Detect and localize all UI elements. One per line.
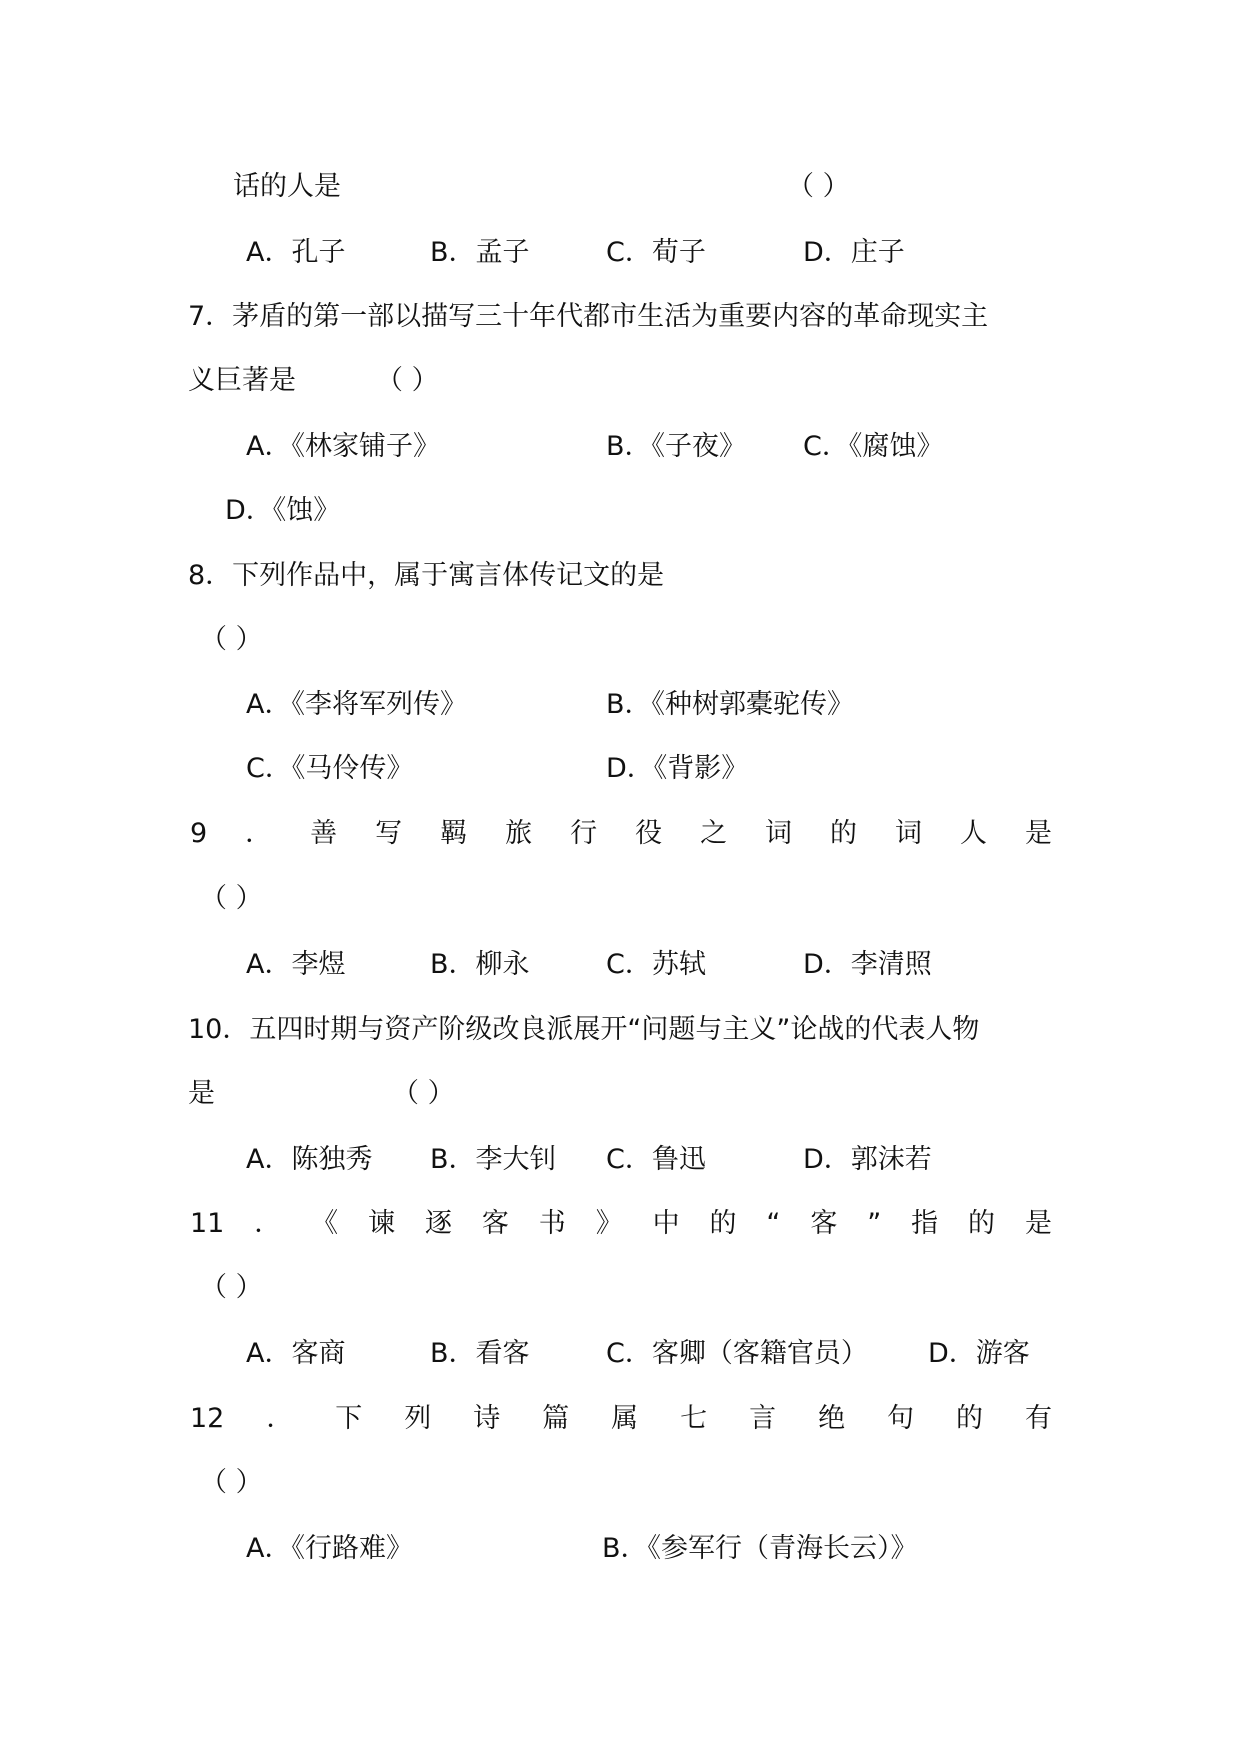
- q10-option-d: D．郭沫若: [803, 1144, 932, 1175]
- q9-stem-char: 人: [960, 818, 987, 849]
- q6-option-d: D．庄子: [803, 237, 905, 268]
- q11-stem-char: 》: [595, 1208, 623, 1239]
- q9-stem-char: 写: [375, 818, 403, 849]
- q10-stem-line2: 是: [188, 1078, 215, 1109]
- q7-option-b: B．《子夜》: [606, 431, 747, 462]
- q11-stem-char: 谏: [368, 1208, 396, 1239]
- q6-stem-continuation: 话的人是: [233, 171, 341, 202]
- q9-stem-char: 词: [765, 818, 793, 849]
- q12-stem: [190, 1405, 1052, 1432]
- q6-option-c: C．荀子: [606, 237, 706, 268]
- q6-option-b: B．孟子: [430, 237, 530, 268]
- q12-stem-char: 绝: [818, 1403, 846, 1434]
- q11-stem-char: 书: [538, 1208, 566, 1239]
- q9-option-d: D．李清照: [803, 949, 932, 980]
- q11-stem-char: 是: [1024, 1208, 1052, 1239]
- q12-stem-char: 下: [335, 1403, 363, 1434]
- q9-stem-char: 9: [190, 818, 208, 849]
- q8-stem: 8．下列作品中，属于寓言体传记文的是: [188, 560, 665, 591]
- q9-stem-char: 善: [310, 818, 338, 849]
- q9-stem-char: 的: [830, 818, 858, 849]
- q10-stem-line1: 10．五四时期与资产阶级改良派展开“问题与主义”论战的代表人物: [188, 1014, 980, 1045]
- q11-stem-char: 11: [190, 1208, 225, 1239]
- q8-option-c: C．《马伶传》: [246, 753, 414, 784]
- q7-stem-line1: 7．茅盾的第一部以描写三十年代都市生活为重要内容的革命现实主: [188, 301, 989, 332]
- q9-stem: [190, 820, 1052, 847]
- q12-stem-char: 有: [1024, 1403, 1052, 1434]
- q9-option-a: A．李煜: [246, 949, 346, 980]
- q9-stem-char: 词: [895, 818, 923, 849]
- q12-stem-char: 言: [749, 1403, 777, 1434]
- q10-option-c: C．鲁迅: [606, 1144, 706, 1175]
- q11-stem-char: 客: [810, 1208, 838, 1239]
- q9-stem-char: 羁: [440, 818, 468, 849]
- q10-option-a: A．陈独秀: [246, 1144, 373, 1175]
- q12-stem-char: 属: [611, 1403, 639, 1434]
- q9-stem-char: 之: [700, 818, 728, 849]
- q12-answer-paren: （ ）: [200, 1467, 263, 1498]
- q12-option-a: A．《行路难》: [246, 1533, 413, 1564]
- q11-stem-char: “: [766, 1208, 781, 1239]
- q12-option-b: B．《参军行（青海长云）》: [602, 1533, 918, 1564]
- q12-stem-char: 12: [190, 1403, 225, 1434]
- q11-stem-char: 中: [652, 1208, 680, 1239]
- q9-option-c: C．苏轼: [606, 949, 706, 980]
- q10-option-b: B．李大钊: [430, 1144, 557, 1175]
- q7-option-c: C．《腐蚀》: [803, 431, 944, 462]
- q11-stem: [190, 1210, 1052, 1237]
- q8-answer-paren: （ ）: [200, 624, 263, 655]
- q7-stem-line2: 义巨著是: [188, 365, 296, 396]
- q9-stem-char: 旅: [505, 818, 533, 849]
- q11-stem-char: 指: [911, 1208, 939, 1239]
- q11-option-b: B．看客: [430, 1338, 530, 1369]
- q7-option-d: D．《蚀》: [225, 495, 341, 526]
- q11-stem-char: 逐: [424, 1208, 452, 1239]
- q8-option-b: B．《种树郭橐驼传》: [606, 689, 855, 720]
- q12-stem-char: 诗: [473, 1403, 501, 1434]
- q8-option-d: D．《背影》: [606, 753, 749, 784]
- q11-stem-char: 客: [481, 1208, 509, 1239]
- q11-answer-paren: （ ）: [200, 1272, 263, 1303]
- q12-stem-char: 列: [404, 1403, 432, 1434]
- q9-stem-char: 役: [635, 818, 663, 849]
- q6-answer-paren: （ ）: [787, 171, 850, 202]
- q6-option-a: A．孔子: [246, 237, 346, 268]
- q7-answer-paren: （ ）: [376, 365, 439, 396]
- q9-stem-char: ．: [245, 818, 273, 849]
- q9-option-b: B．柳永: [430, 949, 530, 980]
- q11-stem-char: ”: [867, 1208, 882, 1239]
- q9-stem-char: 行: [570, 818, 598, 849]
- q11-stem-char: ．: [254, 1208, 282, 1239]
- q12-stem-char: 句: [887, 1403, 915, 1434]
- q8-option-a: A．《李将军列传》: [246, 689, 467, 720]
- q9-answer-paren: （ ）: [200, 883, 263, 914]
- q9-stem-char: 是: [1024, 818, 1052, 849]
- q11-option-a: A．客商: [246, 1338, 346, 1369]
- q12-stem-char: 七: [680, 1403, 708, 1434]
- q12-stem-char: ．: [266, 1403, 294, 1434]
- q11-stem-char: 的: [709, 1208, 737, 1239]
- q11-stem-char: 的: [968, 1208, 996, 1239]
- q7-option-a: A．《林家铺子》: [246, 431, 440, 462]
- q12-stem-char: 的: [956, 1403, 984, 1434]
- q11-option-c: C．客卿（客籍官员）: [606, 1338, 868, 1369]
- q10-answer-paren: （ ）: [392, 1078, 455, 1109]
- q11-option-d: D．游客: [928, 1338, 1030, 1369]
- q12-stem-char: 篇: [542, 1403, 570, 1434]
- q11-stem-char: 《: [311, 1208, 339, 1239]
